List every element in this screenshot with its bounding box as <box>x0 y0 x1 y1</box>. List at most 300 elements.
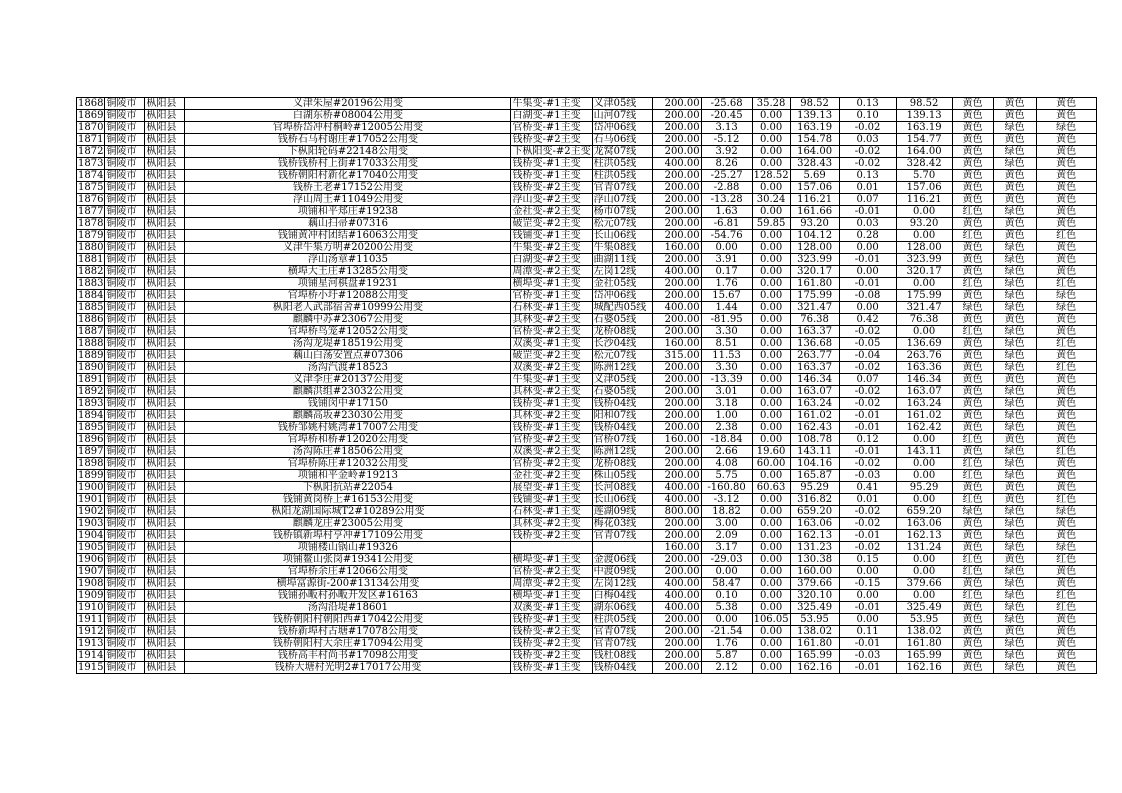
main-transformer-cell: 周潭变-#2主变 <box>511 266 592 278</box>
city-cell: 铜陵市 <box>105 338 145 350</box>
capacity-cell: 200.00 <box>652 566 701 578</box>
line-cell: 松元07线 <box>592 218 652 230</box>
table-row <box>77 638 1097 650</box>
value-b-cell: 0.00 <box>752 530 790 542</box>
line-cell: 官青07线 <box>592 182 652 194</box>
table-row <box>77 290 1097 302</box>
capacity-cell: 200.00 <box>652 290 701 302</box>
value-e-cell: 128.00 <box>896 242 952 254</box>
line-cell: 株山05线 <box>592 470 652 482</box>
value-c-cell: 108.78 <box>790 434 839 446</box>
status-2-cell: 黄色 <box>993 314 1036 326</box>
transformer-name-cell: 项铺和平金岭#19213 <box>185 470 511 482</box>
value-d-cell: -0.01 <box>839 602 896 614</box>
value-d-cell: 0.00 <box>839 302 896 314</box>
value-c-cell: 161.02 <box>790 410 839 422</box>
row-number-cell: 1897 <box>78 446 104 457</box>
county-cell: 枞阳县 <box>145 266 185 278</box>
table-row <box>77 650 1097 662</box>
value-b-cell: 0.00 <box>752 554 790 566</box>
value-a-cell: 1.76 <box>701 278 752 290</box>
capacity-cell: 400.00 <box>652 302 701 314</box>
transformer-name-cell: 项铺星河棋盘#19231 <box>185 278 511 290</box>
transformer-name-cell: 汤沟陈庄#18506公用变 <box>185 446 511 458</box>
status-3-cell: 黄色 <box>1036 566 1096 578</box>
status-3-cell: 黄色 <box>1036 434 1096 446</box>
value-c-cell: 136.68 <box>790 338 839 350</box>
county-cell: 枞阳县 <box>145 470 185 482</box>
value-a-cell: 18.82 <box>701 506 752 518</box>
status-3-cell: 黄色 <box>1036 530 1096 542</box>
value-b-cell: 0.00 <box>752 506 790 518</box>
main-transformer-cell: 横埠变-#1主变 <box>511 278 592 290</box>
value-e-cell: 162.42 <box>896 422 952 434</box>
main-transformer-cell: 钱桥变-#1主变 <box>511 170 592 182</box>
status-1-cell: 红色 <box>952 554 993 566</box>
value-b-cell: 0.00 <box>752 566 790 578</box>
row-number-cell: 1885 <box>78 302 104 313</box>
main-transformer-cell: 钱铺变-#1主变 <box>511 494 592 506</box>
line-cell: 岱冲06线 <box>592 122 652 134</box>
main-transformer-cell: 钱桥变-#1主变 <box>511 398 592 410</box>
value-e-cell: 163.24 <box>896 398 952 410</box>
main-transformer-cell: 钱桥变-#1主变 <box>511 662 592 674</box>
value-c-cell: 163.19 <box>790 122 839 134</box>
status-1-cell: 红色 <box>952 206 993 218</box>
status-3-cell: 绿色 <box>1036 302 1096 314</box>
status-1-cell: 黄色 <box>952 122 993 134</box>
capacity-cell: 200.00 <box>652 650 701 662</box>
value-d-cell: -0.01 <box>839 446 896 458</box>
value-b-cell: 0.00 <box>752 182 790 194</box>
capacity-cell: 200.00 <box>652 614 701 626</box>
status-1-cell: 黄色 <box>952 158 993 170</box>
value-d-cell: -0.15 <box>839 578 896 590</box>
value-b-cell: 59.85 <box>752 218 790 230</box>
city-cell: 铜陵市 <box>105 350 145 362</box>
row-number-cell: 1902 <box>78 506 104 517</box>
status-3-cell: 黄色 <box>1036 350 1096 362</box>
value-b-cell: 0.00 <box>752 266 790 278</box>
value-c-cell: 138.02 <box>790 626 839 638</box>
transformer-name-cell: 官埠桥余庄#12066公用变 <box>185 566 511 578</box>
status-1-cell: 黄色 <box>952 422 993 434</box>
table-row <box>77 314 1097 326</box>
main-transformer-cell: 官桥变-#1主变 <box>511 122 592 134</box>
value-c-cell: 263.77 <box>790 350 839 362</box>
status-1-cell: 黄色 <box>952 350 993 362</box>
status-3-cell: 黄色 <box>1036 98 1096 110</box>
value-b-cell: 0.00 <box>752 398 790 410</box>
row-number-cell: 1913 <box>78 638 104 649</box>
row-number-cell: 1886 <box>78 314 104 325</box>
table-row <box>77 338 1097 350</box>
city-cell: 铜陵市 <box>105 314 145 326</box>
value-d-cell: 0.00 <box>839 590 896 602</box>
transformer-name-cell: 横埠大王庄#13285公用变 <box>185 266 511 278</box>
status-1-cell: 黄色 <box>952 578 993 590</box>
capacity-cell: 200.00 <box>652 146 701 158</box>
main-transformer-cell: 白湖变-#1主变 <box>511 110 592 122</box>
value-c-cell: 164.00 <box>790 146 839 158</box>
line-cell: 柱洪05线 <box>592 158 652 170</box>
row-number-cell: 1889 <box>78 350 104 361</box>
status-2-cell: 绿色 <box>993 542 1036 554</box>
value-d-cell: 0.28 <box>839 230 896 242</box>
table-row <box>77 542 1097 554</box>
city-cell: 铜陵市 <box>105 614 145 626</box>
capacity-cell: 160.00 <box>652 242 701 254</box>
city-cell: 铜陵市 <box>105 530 145 542</box>
county-cell: 枞阳县 <box>145 422 185 434</box>
table-row <box>77 134 1097 146</box>
value-a-cell: 1.44 <box>701 302 752 314</box>
value-d-cell: 0.11 <box>839 626 896 638</box>
value-e-cell: 138.02 <box>896 626 952 638</box>
county-cell: 枞阳县 <box>145 662 185 674</box>
value-e-cell: 328.42 <box>896 158 952 170</box>
transformer-name-cell: 官埠桥和桥#12020公用变 <box>185 434 511 446</box>
county-cell: 枞阳县 <box>145 494 185 506</box>
value-a-cell: -3.12 <box>701 494 752 506</box>
main-transformer-cell: 其林变-#2主变 <box>511 410 592 422</box>
county-cell: 枞阳县 <box>145 614 185 626</box>
status-3-cell: 绿色 <box>1036 542 1096 554</box>
status-1-cell: 黄色 <box>952 242 993 254</box>
city-cell: 铜陵市 <box>105 422 145 434</box>
value-b-cell: 0.00 <box>752 578 790 590</box>
value-c-cell: 116.21 <box>790 194 839 206</box>
transformer-name-cell: 麒麟高坂#23030公用变 <box>185 410 511 422</box>
row-number-cell: 1892 <box>78 386 104 397</box>
value-c-cell: 161.80 <box>790 278 839 290</box>
value-c-cell: 320.10 <box>790 590 839 602</box>
status-2-cell: 绿色 <box>993 506 1036 518</box>
value-a-cell: 2.38 <box>701 422 752 434</box>
value-b-cell: 0.00 <box>752 590 790 602</box>
value-d-cell: -0.01 <box>839 410 896 422</box>
city-cell: 铜陵市 <box>105 662 145 674</box>
status-3-cell: 红色 <box>1036 230 1096 242</box>
line-cell: 长沙04线 <box>592 338 652 350</box>
main-transformer-cell: 官桥变-#1主变 <box>511 290 592 302</box>
capacity-cell: 200.00 <box>652 662 701 674</box>
value-e-cell: 321.47 <box>896 302 952 314</box>
main-transformer-cell: 牛集变-#1主变 <box>511 374 592 386</box>
city-cell: 铜陵市 <box>105 434 145 446</box>
table-row <box>77 470 1097 482</box>
value-a-cell: 3.91 <box>701 254 752 266</box>
value-a-cell: 3.30 <box>701 362 752 374</box>
status-3-cell: 黄色 <box>1036 422 1096 434</box>
main-transformer-cell: 石林变-#1主变 <box>511 302 592 314</box>
status-1-cell: 黄色 <box>952 218 993 230</box>
value-c-cell: 328.43 <box>790 158 839 170</box>
value-e-cell: 325.49 <box>896 602 952 614</box>
row-number-cell: 1884 <box>78 290 104 301</box>
county-cell: 枞阳县 <box>145 554 185 566</box>
row-number-cell: 1915 <box>78 662 104 673</box>
table-row <box>77 602 1097 614</box>
transformer-name-cell: 汤沟龙堤#18519公用变 <box>185 338 511 350</box>
status-1-cell: 红色 <box>952 566 993 578</box>
value-d-cell: 0.00 <box>839 614 896 626</box>
transformer-name-cell: 官埠桥鸟笼#12052公用变 <box>185 326 511 338</box>
city-cell: 铜陵市 <box>105 494 145 506</box>
value-e-cell: 0.00 <box>896 326 952 338</box>
value-a-cell: 3.13 <box>701 122 752 134</box>
line-cell: 龙桥08线 <box>592 326 652 338</box>
value-a-cell: 8.26 <box>701 158 752 170</box>
value-a-cell: -21.54 <box>701 626 752 638</box>
status-2-cell: 绿色 <box>993 518 1036 530</box>
line-cell: 钱桥04线 <box>592 662 652 674</box>
main-transformer-cell: 周潭变-#2主变 <box>511 578 592 590</box>
line-cell: 山河07线 <box>592 110 652 122</box>
value-c-cell: 157.06 <box>790 182 839 194</box>
row-number-cell: 1898 <box>78 458 104 469</box>
value-c-cell: 323.99 <box>790 254 839 266</box>
transformer-name-cell: 钱桥朝阳村大余庄#17094公用变 <box>185 638 511 650</box>
status-3-cell: 黄色 <box>1036 518 1096 530</box>
value-e-cell: 161.02 <box>896 410 952 422</box>
table-row <box>77 278 1097 290</box>
status-1-cell: 黄色 <box>952 170 993 182</box>
transformer-name-cell: 钱桥朝阳村朝阳西#17042公用变 <box>185 614 511 626</box>
city-cell: 铜陵市 <box>105 506 145 518</box>
line-cell: 金社05线 <box>592 278 652 290</box>
status-3-cell: 黄色 <box>1036 662 1096 674</box>
transformer-name-cell: 浮山汤章#11035 <box>185 254 511 266</box>
status-2-cell: 绿色 <box>993 446 1036 458</box>
value-d-cell: 0.07 <box>839 374 896 386</box>
value-c-cell: 320.17 <box>790 266 839 278</box>
row-number-cell: 1901 <box>78 494 104 505</box>
transformer-name-cell: 钱桥石马村谢庄#17052公用变 <box>185 134 511 146</box>
value-b-cell: 0.00 <box>752 254 790 266</box>
value-a-cell: 0.00 <box>701 242 752 254</box>
main-transformer-cell: 其林变-#2主变 <box>511 314 592 326</box>
capacity-cell: 400.00 <box>652 494 701 506</box>
transformer-name-cell: 麒麟洪组#23032公用变 <box>185 386 511 398</box>
value-e-cell: 263.76 <box>896 350 952 362</box>
city-cell: 铜陵市 <box>105 206 145 218</box>
capacity-cell: 200.00 <box>652 98 701 110</box>
capacity-cell: 400.00 <box>652 266 701 278</box>
row-number-cell: 1877 <box>78 206 104 217</box>
status-3-cell: 绿色 <box>1036 506 1096 518</box>
status-2-cell: 绿色 <box>993 338 1036 350</box>
status-2-cell: 绿色 <box>993 302 1036 314</box>
status-3-cell: 黄色 <box>1036 218 1096 230</box>
county-cell: 枞阳县 <box>145 566 185 578</box>
value-c-cell: 316.82 <box>790 494 839 506</box>
main-transformer-cell: 钱桥变-#2主变 <box>511 650 592 662</box>
main-transformer-cell: 牛集变-#2主变 <box>511 242 592 254</box>
transformer-name-cell: 白湖东桥#08004公用变 <box>185 110 511 122</box>
table-row <box>77 422 1097 434</box>
capacity-cell: 200.00 <box>652 182 701 194</box>
value-b-cell: 0.00 <box>752 230 790 242</box>
row-number-cell: 1879 <box>78 230 104 241</box>
value-c-cell: 163.07 <box>790 386 839 398</box>
capacity-cell: 200.00 <box>652 206 701 218</box>
status-1-cell: 黄色 <box>952 314 993 326</box>
status-1-cell: 黄色 <box>952 602 993 614</box>
status-2-cell: 绿色 <box>993 662 1036 674</box>
county-cell: 枞阳县 <box>145 326 185 338</box>
value-a-cell: 2.09 <box>701 530 752 542</box>
value-a-cell: 2.12 <box>701 662 752 674</box>
value-e-cell: 98.52 <box>896 98 952 110</box>
value-a-cell: 1.63 <box>701 206 752 218</box>
value-d-cell: 0.41 <box>839 482 896 494</box>
value-a-cell: -13.28 <box>701 194 752 206</box>
capacity-cell: 200.00 <box>652 218 701 230</box>
county-cell: 枞阳县 <box>145 122 185 134</box>
value-a-cell: -20.45 <box>701 110 752 122</box>
transformer-name-cell: 汤沟汽渡#18523 <box>185 362 511 374</box>
status-1-cell: 黄色 <box>952 638 993 650</box>
value-b-cell: 128.52 <box>753 170 789 181</box>
capacity-cell: 200.00 <box>652 638 701 650</box>
county-cell: 枞阳县 <box>145 338 185 350</box>
line-cell: 白梅04线 <box>592 590 652 602</box>
value-b-cell: 0.00 <box>752 434 790 446</box>
county-cell: 枞阳县 <box>145 350 185 362</box>
line-cell: 官青07线 <box>592 626 652 638</box>
value-b-cell: 0.00 <box>752 410 790 422</box>
value-c-cell: 128.00 <box>790 242 839 254</box>
status-3-cell: 黄色 <box>1036 134 1096 146</box>
transformer-name-cell: 义津李庄#20137公用变 <box>185 374 511 386</box>
status-2-cell: 绿色 <box>993 290 1036 302</box>
value-b-cell: 0.00 <box>752 110 790 122</box>
value-e-cell: 136.69 <box>896 338 952 350</box>
line-cell: 长山06线 <box>592 230 652 242</box>
main-transformer-cell: 钱桥变-#1主变 <box>511 614 592 626</box>
status-1-cell: 黄色 <box>952 650 993 662</box>
transformer-name-cell: 藕山白荡安置点#07306 <box>185 350 511 362</box>
row-number-cell: 1878 <box>78 218 104 229</box>
table-row <box>77 614 1097 626</box>
status-3-cell: 黄色 <box>1036 206 1096 218</box>
row-number-cell: 1899 <box>78 470 104 481</box>
city-cell: 铜陵市 <box>105 146 145 158</box>
transformer-name-cell: 官埠桥陈庄#12032公用变 <box>185 458 511 470</box>
value-d-cell: 0.13 <box>839 98 896 110</box>
line-cell: 义津05线 <box>592 374 652 386</box>
line-cell: 龙桥08线 <box>592 458 652 470</box>
row-number-cell: 1891 <box>78 374 104 385</box>
city-cell: 铜陵市 <box>105 326 145 338</box>
transformer-name-cell: 官埠桥岱冲村桐岭#12005公用变 <box>185 122 511 134</box>
value-c-cell: 659.20 <box>790 506 839 518</box>
value-c-cell: 162.13 <box>790 530 839 542</box>
status-1-cell: 绿色 <box>952 302 993 314</box>
value-a-cell: 1.76 <box>701 638 752 650</box>
status-1-cell: 黄色 <box>952 266 993 278</box>
status-1-cell: 黄色 <box>952 626 993 638</box>
city-cell: 铜陵市 <box>105 602 145 614</box>
value-e-cell: 161.80 <box>896 638 952 650</box>
value-c-cell: 104.12 <box>790 230 839 242</box>
line-cell: 柱洪05线 <box>592 170 652 182</box>
row-number-cell: 1881 <box>78 254 104 265</box>
value-d-cell: 0.15 <box>839 554 896 566</box>
main-transformer-cell <box>511 542 592 554</box>
value-d-cell: 0.00 <box>839 566 896 578</box>
value-e-cell: 164.00 <box>896 146 952 158</box>
transformer-name-cell: 项铺和平郑庄#19238 <box>185 206 511 218</box>
value-a-cell: 5.75 <box>701 470 752 482</box>
status-2-cell: 黄色 <box>993 110 1036 122</box>
value-b-cell: 60.00 <box>752 458 790 470</box>
line-cell: 钱桥04线 <box>592 422 652 434</box>
capacity-cell: 200.00 <box>652 194 701 206</box>
line-cell: 牛集08线 <box>592 242 652 254</box>
line-cell: 浮山07线 <box>592 194 652 206</box>
city-cell: 铜陵市 <box>105 566 145 578</box>
table-row <box>77 362 1097 374</box>
value-e-cell: 0.00 <box>896 206 952 218</box>
capacity-cell: 200.00 <box>652 230 701 242</box>
status-1-cell: 黄色 <box>952 98 993 110</box>
status-2-cell: 绿色 <box>993 386 1036 398</box>
value-b-cell: 19.60 <box>752 446 790 458</box>
table-row <box>77 326 1097 338</box>
value-e-cell: 0.00 <box>896 494 952 506</box>
main-transformer-cell: 浮山变-#2主变 <box>511 194 592 206</box>
city-cell: 铜陵市 <box>105 278 145 290</box>
value-c-cell: 95.29 <box>790 482 839 494</box>
value-e-cell: 131.24 <box>896 542 952 554</box>
county-cell: 枞阳县 <box>145 158 185 170</box>
table-row <box>77 122 1097 134</box>
value-e-cell: 379.66 <box>896 578 952 590</box>
status-2-cell: 绿色 <box>993 242 1036 254</box>
value-d-cell: 0.13 <box>839 170 896 182</box>
value-b-cell: 0.00 <box>752 422 790 434</box>
value-e-cell: 95.29 <box>896 482 952 494</box>
county-cell: 枞阳县 <box>145 134 185 146</box>
value-e-cell: 175.99 <box>896 290 952 302</box>
value-d-cell: -0.02 <box>839 518 896 530</box>
city-cell: 铜陵市 <box>105 98 145 110</box>
value-a-cell: 0.10 <box>701 590 752 602</box>
value-d-cell: -0.01 <box>839 254 896 266</box>
line-cell: 钱桥04线 <box>592 398 652 410</box>
county-cell: 枞阳县 <box>145 386 185 398</box>
status-3-cell: 黄色 <box>1036 182 1096 194</box>
table-row <box>77 578 1097 590</box>
value-e-cell: 163.07 <box>896 386 952 398</box>
value-b-cell: 0.00 <box>752 158 790 170</box>
status-1-cell: 红色 <box>952 590 993 602</box>
status-2-cell: 绿色 <box>993 158 1036 170</box>
city-cell: 铜陵市 <box>105 110 145 122</box>
capacity-cell: 200.00 <box>652 170 701 182</box>
status-1-cell: 红色 <box>952 458 993 470</box>
city-cell: 铜陵市 <box>105 398 145 410</box>
status-1-cell: 黄色 <box>952 194 993 206</box>
value-c-cell: 93.20 <box>790 218 839 230</box>
status-2-cell: 绿色 <box>993 398 1036 410</box>
row-number-cell: 1887 <box>78 326 104 337</box>
value-d-cell: -0.02 <box>839 146 896 158</box>
value-a-cell: 3.18 <box>701 398 752 410</box>
capacity-cell: 400.00 <box>652 158 701 170</box>
